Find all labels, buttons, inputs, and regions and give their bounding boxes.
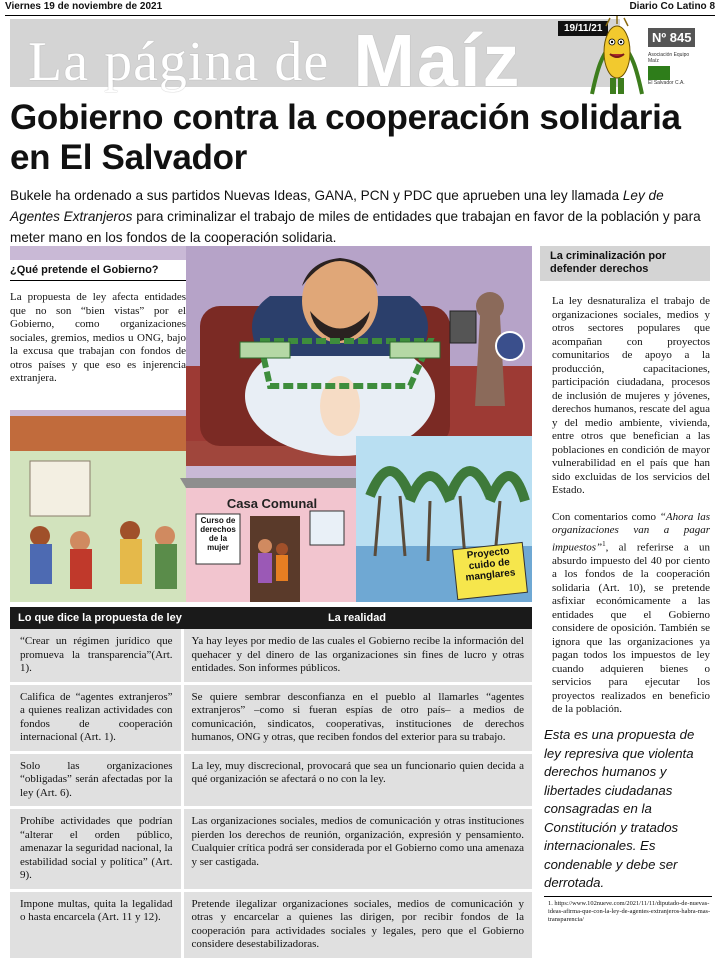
sidebar-p2-lead: Con comentarios como	[552, 510, 660, 523]
association-logo-mark	[648, 66, 670, 80]
association-logo	[648, 52, 698, 86]
article-headline: Gobierno contra la cooperación solidaria en El Salvador	[10, 98, 681, 177]
newspaper-page: Diario Co Latino 8	[629, 1, 715, 12]
association-sub: El Salvador C.A.	[648, 80, 685, 86]
sidebar-p2-quote: “Ahora las organizaciones van a pagar impuestos”	[552, 510, 710, 554]
sidebar-title: La criminalización por defender derechos	[540, 246, 710, 281]
project-sign: Proyecto cuido de manglares	[465, 545, 516, 584]
table-row	[10, 808, 532, 891]
table-row	[10, 890, 532, 959]
table-row	[10, 683, 532, 752]
table-cell-reality: Ya hay leyes por medio de las cuales el Gobierno recibe la información del quehacer y del dinero de las organizaciones sin fines de lucro y otras entidades. Son informes públicos.	[182, 629, 532, 683]
table-header-right: La realidad	[182, 607, 532, 629]
table-cell-proposal: Solo las organizaciones “obligadas” serán afectadas por la ley (Art. 6).	[10, 752, 182, 808]
table-row	[10, 752, 532, 808]
masthead-title-b: Maíz	[353, 19, 522, 102]
table-cell-reality: Pretende ilegalizar organizaciones sociales, medios de comunicación y otras y encarcelar a quienes las dirigen, por recibir fondos de la cooperación para actividades sociales y legales, pero que el Gobierno considere desestabilizadoras.	[182, 890, 532, 959]
masthead-date-badge: 19/11/21	[558, 21, 608, 36]
question-title: ¿Qué pretende el Gobierno?	[10, 260, 186, 281]
sidebar-column	[540, 246, 710, 730]
table-cell-proposal: Prohíbe actividades que podrían “alterar el orden público, amenazar la seguridad nacional, la estabilidad social y política” (Art. 9).	[10, 808, 182, 891]
table-cell-reality: La ley, muy discrecional, provocará que sea un funcionario quien decida a qué organización se afectará o no con la ley.	[182, 752, 532, 808]
table-cell-proposal: Impone multas, quita la legalidad o hasta encarcela (Art. 11 y 12).	[10, 890, 182, 959]
masthead-banner	[10, 19, 620, 102]
corn-mascot-icon	[588, 16, 646, 98]
table-cell-proposal: Califica de “agentes extranjeros” a quienes realizan actividades con fondos de cooperación internacional (Art. 1).	[10, 683, 182, 752]
course-sign: Curso de derechos de la mujer	[200, 516, 236, 552]
table-header-row	[10, 607, 532, 629]
house-sign: Casa Comunal	[226, 496, 318, 511]
masthead-title-a: La página de	[28, 31, 330, 93]
table-cell-reality: Se quiere sembrar desconfianza en el pueblo al llamarles “agentes extranjeros” –como si fueran espías de otro país– a medios de comunicación, sindicatos, cooperativas, instituciones de derechos humanos, ONG y otras, que reciben fondos del exterior para su trabajo.	[182, 683, 532, 752]
pull-quote: Esta es una propuesta de ley represiva que violenta derechos humanos y libertades ciudadanas consagradas en la Constitución y tratados internacionales. Es condenable y debe ser derrotada.	[544, 727, 695, 890]
sidebar-paragraph-1: La ley desnaturaliza el trabajo de organizaciones sociales, medios y otros sectores populares que acompañan con proyectos comunitarios de apoyo a la producción, capacitaciones, participación ciudadana, procesos de inclusión de mujeres y jóvenes, derechos humanos, rescate del agua y del medio ambiente, vivienda, entre otros que benefician a las poblaciones en condición de mayor vulnerabilidad en el país que han sido excluidas de los servicios del Estado.	[552, 295, 710, 496]
lede-part2: para criminalizar el trabajo de miles de entidades que trabajan en favor de la población y para meter mano en los fondos de la cooperación solidaria.	[10, 209, 701, 245]
sidebar-paragraph-2	[552, 511, 710, 717]
comparison-table	[10, 607, 532, 961]
table-cell-reality: Las organizaciones sociales, medios de comunicación y otras instituciones pierden los derechos de reunión, organización, expresión y pensamiento. Cualquier crítica podrá ser considerada por el Gobierno como una amenaza y ser castigada.	[182, 808, 532, 891]
footnote-rule	[544, 896, 712, 897]
table-cell-proposal: “Crear un régimen jurídico que promueva la transparencia”(Art. 1).	[10, 629, 182, 683]
footnote: 1. https://www.102nueve.com/2021/11/11/diputado-de-nuevas-ideas-afirma-que-con-la-ley-de-agentes-extranjeros-habra-mas-transparencia/	[548, 900, 711, 923]
table-header-left: Lo que dice la propuesta de ley	[10, 607, 182, 629]
lede-law-name: Ley de Agentes Extranjeros	[10, 188, 664, 224]
question-box	[10, 260, 186, 410]
table-row	[10, 629, 532, 683]
page-header-line	[5, 1, 715, 15]
association-label: Asociación Equipo Maíz	[648, 52, 690, 64]
issue-number: Nº 845	[648, 28, 695, 47]
sidebar-p2-rest: , al referirse a un absurdo impuesto del 40 por ciento a los fondos de la cooperación solidaria (Art. 10), se pretende asfixiar económicamente a las entidades que el Gobierno considere de oposición. También se ignora que las organizaciones ya pagan todos los impuestos de ley cuando adquieren bienes o servicios para ejecutar los proyectos realizados en beneficio de la población.	[552, 541, 710, 716]
question-text: La propuesta de ley afecta entidades que no son “bien vistas” por el Gobierno, como organizaciones sociales, gremios, medios u ONG, bajo la excusa que trabajan con fondos de otros países y que eso es injerencia extranjera.	[10, 291, 186, 384]
masthead-title	[28, 19, 522, 102]
sidebar-body	[540, 281, 710, 717]
lede-part1: Bukele ha ordenado a sus partidos Nuevas Ideas, GANA, PCN y PDC que aprueben una ley llamada	[10, 188, 623, 203]
issue-date: Viernes 19 de noviembre de 2021	[5, 1, 163, 12]
article-lede	[10, 185, 710, 248]
footnote-ref: 1	[602, 539, 606, 548]
